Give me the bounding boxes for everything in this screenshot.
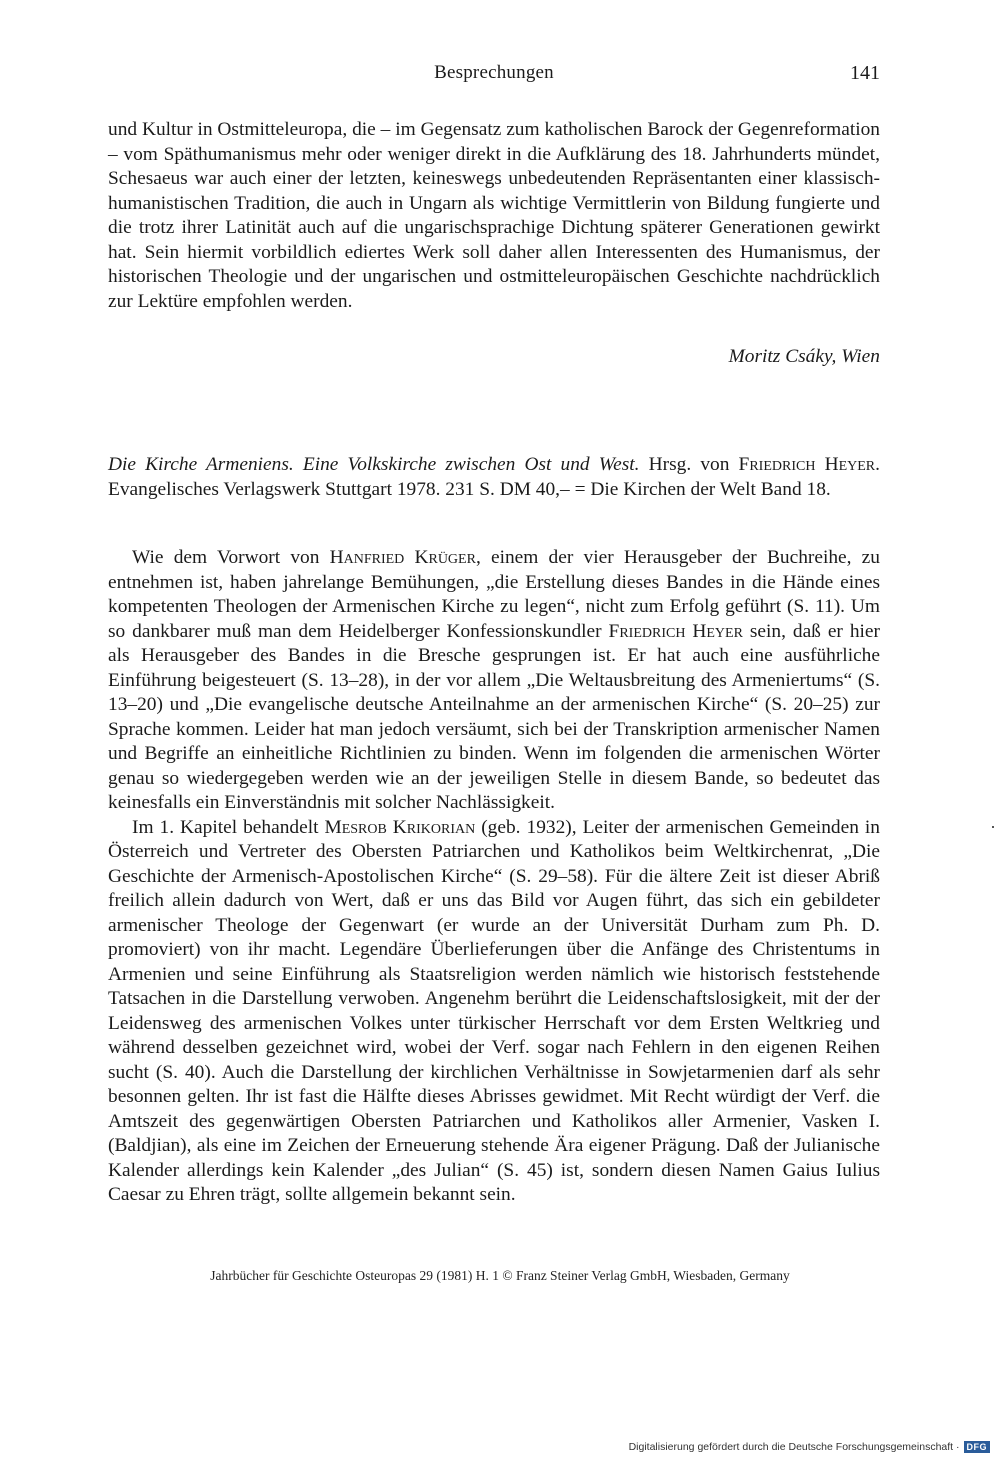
- publication-details: . Evangelisches Verlagswerk Stuttgart 1978. 231 S. DM 40,– = Die Kirchen der Welt Band 18.: [108, 454, 880, 500]
- running-header: [108, 62, 880, 88]
- review-2-body: [108, 546, 880, 1208]
- review-1-paragraph: und Kultur in Ostmitteleuropa, die – im Gegensatz zum katholischen Barock der Gegenreformation – vom Späthumanismus mehr oder weniger direkt in die Aufklärung des 18. Jahrhunderts mündet, Schesaeus war auch einer der letzten, keineswegs unbedeutenden Repräsentanten einer klassisch-humanistischen Tradition, die auch in Ungarn als wichtige Vermittlerin von Bildung fungierte und die trotz ihrer Latinität auch auf die ungarischsprachige Dichtung späterer Generationen gewirkt hat. Sein hiermit vorbildlich ediertes Werk soll daher allen Interessenten des Humanismus, der historischen Theologie und der ungarischen und ostmitteleuropäischen Geschichte nachdrücklich zur Lektüre empfohlen werden.: [108, 119, 880, 312]
- digitization-credit: [629, 1439, 990, 1455]
- text-run: Im 1. Kapitel behandelt: [132, 816, 325, 838]
- review-2-paragraph-1: [108, 546, 880, 816]
- text-run: (geb. 1932), Leiter der armenischen Gemeinden in Österreich und Vertreter des Obersten Patriarchen und Katholikos beim Weltkirchenrat, „Die Geschichte der Armenisch-Apostolischen Kirche“ (S. 29–58). Für die ältere Zeit ist dieser Abriß freilich allein dadurch von Wert, daß er uns das Bild vor Augen führt, das sich ein gebildeter armenischer Theologe der Gegenwart (er wurde an der Universität Durham zum Ph. D. promoviert) von ihr macht. Legendäre Überlieferungen über die Anfänge des Christentums in Armenien und seine Einführung als Staatsreligion werden nämlich wie historisch feststehende Tatsachen in die Darstellung verwoben. Angenehm berührt die Leidenschaftslosigkeit, mit der der Leidensweg des armenischen Volkes unter türkischer Herrschaft vor dem Ersten Weltkrieg und während desselben gezeichnet wird, wobei der Verf. sogar nach Fehlern in den eigenen Reihen sucht (S. 40). Auch die Darstellung der kirchlichen Verhältnisse in Sowjetarmenien darf als sehr besonnen gelten. Ihr ist fast die Hälfte dieses Abrisses gewidmet. Mit Recht würdigt der Verf. die Amtszeit des gegenwärtigen Obersten Patriarchen und Katholikos aller Armenier, Vasken I. (Baldjian), als eine im Zeichen der Erneuerung stehende Ära eigener Prägung. Daß der Julianische Kalender allerdings kein Kalender „des Julian“ (S. 45) ist, sondern diesen Namen Gaius Iulius Caesar zu Ehren trägt, sollte allgemein bekannt sein.: [108, 816, 880, 1205]
- dfg-logo: DFG: [964, 1441, 991, 1453]
- text-run: , einem der vier Herausgeber der Buchreihe, zu entnehmen ist, haben jahrelange Bemühungen, „die Erstellung dieses Bandes in die Hände eines kompetenten Theologen der Armenischen Kirche zu legen“, nicht zum Erfolg geführt (S. 11). Um so dankbarer muß man dem Heidelberger Konfessionskundler: [108, 547, 880, 642]
- page-number: 141: [850, 62, 880, 84]
- scan-artifact: [992, 826, 994, 828]
- review-2-paragraph-2: [108, 816, 880, 1208]
- review-1-signature: Moritz Csáky, Wien: [728, 346, 880, 367]
- journal-footer: Jahrbücher für Geschichte Osteuropas 29 (1981) H. 1 © Franz Steiner Verlag GmbH, Wiesbaden, Germany: [210, 1268, 790, 1283]
- review-1-closing-paragraph: [108, 118, 880, 314]
- text-run: Wie dem Vorwort von: [132, 547, 330, 568]
- editor-prefix: Hrsg. von: [639, 454, 739, 475]
- author-name: Hanfried Krüger: [329, 547, 476, 568]
- author-name: Mesrob Krikorian: [324, 816, 476, 838]
- author-name: Friedrich Heyer: [608, 620, 743, 642]
- review-2-bibliographic-header: [108, 453, 880, 502]
- running-title: Besprechungen: [434, 62, 554, 83]
- text-run: sein, daß er hier als Herausgeber des Bandes in die Bresche gesprungen ist. Er hat auch eine ausführliche Einführung beigesteuert (S. 13–28), in der vor allem „Die Weltausbreitung des Armeniertums“ (S. 13–20) und „Die evangelische deutsche Anteilnahme an der armenischen Kirche“ (S. 20–25) zur Sprache kommen. Leider hat man jedoch versäumt, sich bei der Transkription armenischer Namen und Begriffe an einheitliche Richtlinien zu binden. Wenn im folgenden die armenischen Wörter genau so wiedergegeben werden wie an der jeweiligen Stelle in diesem Bande, so bedeutet das keinesfalls ein Einverständnis mit solcher Nachlässigkeit.: [108, 620, 880, 813]
- editor-name: Friedrich Heyer: [738, 454, 876, 475]
- book-title: Die Kirche Armeniens. Eine Volkskirche zwischen Ost und West.: [108, 454, 640, 475]
- digitization-note: Digitalisierung gefördert durch die Deutsche Forschungsgemeinschaft ·: [628, 1441, 960, 1453]
